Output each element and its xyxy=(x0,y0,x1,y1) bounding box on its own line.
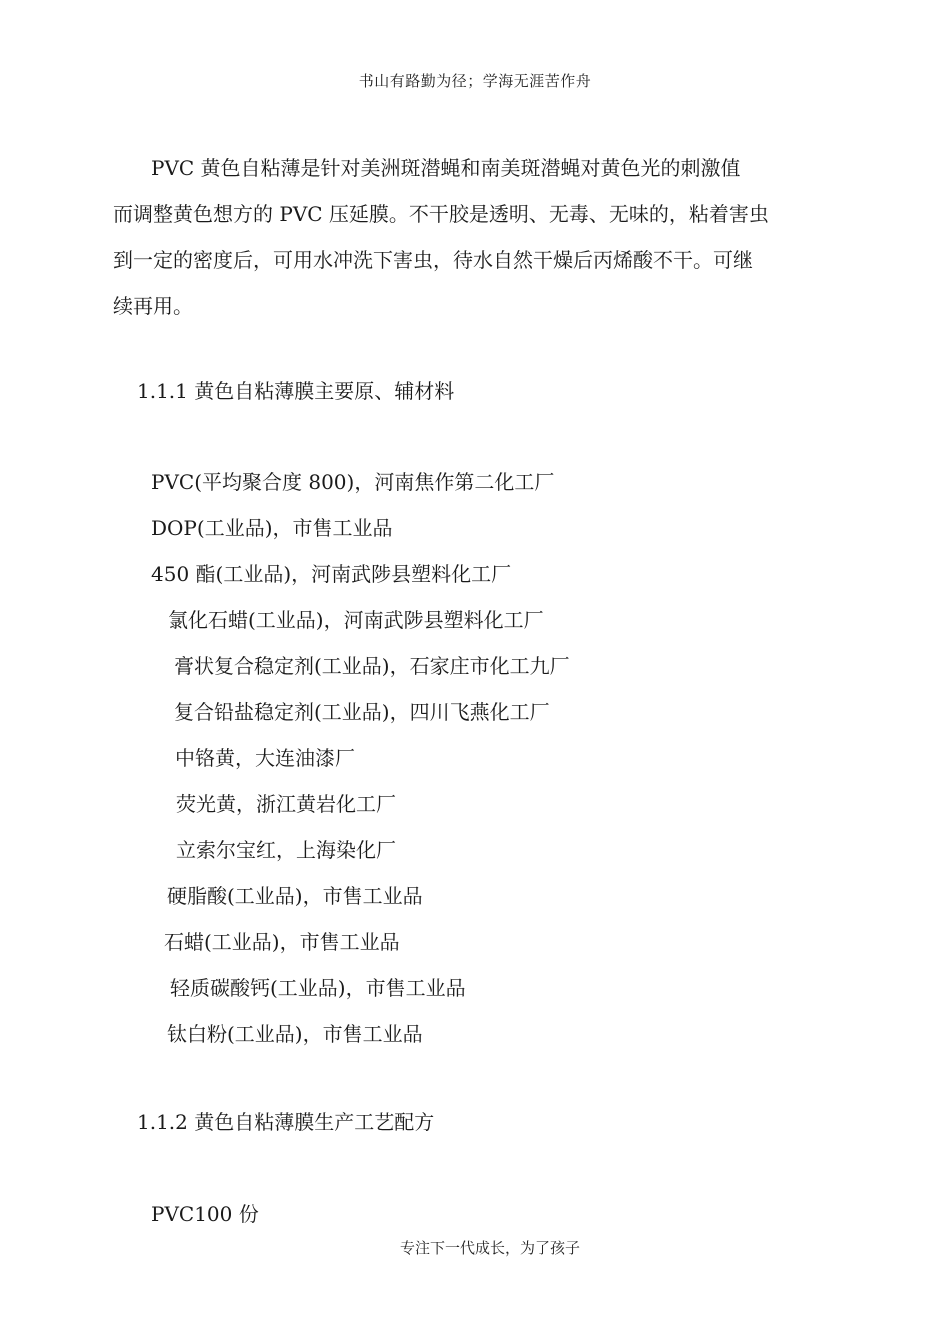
material-item: PVC(平均聚合度 800)，河南焦作第二化工厂 xyxy=(151,470,555,494)
material-item: 立索尔宝红，上海染化厂 xyxy=(176,838,396,862)
page-header: 书山有路勤为径；学海无涯苦作舟 xyxy=(358,72,592,90)
section-heading-materials: 1.1.1 黄色自粘薄膜主要原、辅材料 xyxy=(137,379,455,403)
material-item: 钛白粉(工业品)，市售工业品 xyxy=(167,1022,423,1046)
material-item: 中铬黄，大连油漆厂 xyxy=(175,746,355,770)
material-item: 轻质碳酸钙(工业品)，市售工业品 xyxy=(170,976,466,1000)
material-item: 石蜡(工业品)，市售工业品 xyxy=(164,930,400,954)
intro-paragraph xyxy=(113,145,853,329)
intro-line: 续再用。 xyxy=(113,294,193,318)
section-heading-formula: 1.1.2 黄色自粘薄膜生产工艺配方 xyxy=(137,1110,435,1134)
material-item: 氯化石蜡(工业品)，河南武陟县塑料化工厂 xyxy=(168,608,544,632)
material-item: 荧光黄，浙江黄岩化工厂 xyxy=(176,792,396,816)
intro-line: 到一定的密度后，可用水冲洗下害虫，待水自然干燥后丙烯酸不干。可继 xyxy=(113,248,753,272)
material-item: 450 酯(工业品)，河南武陟县塑料化工厂 xyxy=(151,562,512,586)
formula-item: PVC100 份 xyxy=(151,1202,259,1226)
material-item: DOP(工业品)，市售工业品 xyxy=(151,516,393,540)
material-item: 复合铅盐稳定剂(工业品)，四川飞燕化工厂 xyxy=(174,700,550,724)
material-item: 硬脂酸(工业品)，市售工业品 xyxy=(167,884,423,908)
intro-line: PVC 黄色自粘薄是针对美洲斑潜蝇和南美斑潜蝇对黄色光的刺激值 xyxy=(151,156,741,180)
material-item: 膏状复合稳定剂(工业品)，石家庄市化工九厂 xyxy=(174,654,570,678)
page-footer: 专注下一代成长，为了孩子 xyxy=(399,1239,580,1257)
intro-line: 而调整黄色想方的 PVC 压延膜。不干胶是透明、无毒、无味的，粘着害虫 xyxy=(113,202,769,226)
